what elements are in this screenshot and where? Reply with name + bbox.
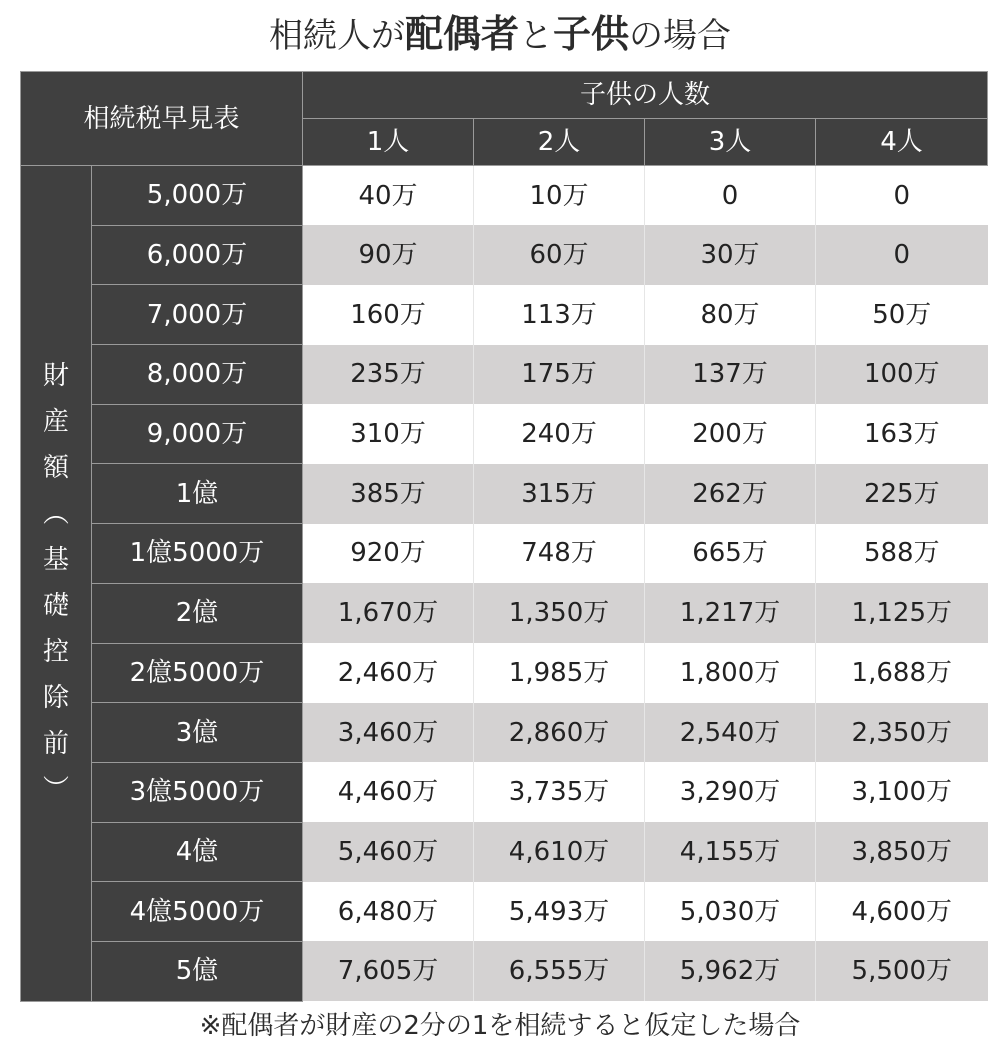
- asset-amount-cell: 5億: [92, 941, 303, 1001]
- asset-amount-cell: 9,000万: [92, 404, 303, 464]
- tax-value-cell: 748万: [474, 524, 645, 584]
- tax-value-cell: 1,670万: [303, 583, 474, 643]
- asset-amount-cell: 7,000万: [92, 285, 303, 345]
- title-part-spouse: 配偶者: [404, 12, 519, 56]
- tax-value-cell: 6,480万: [303, 882, 474, 942]
- tax-value-cell: 160万: [303, 285, 474, 345]
- page-title: [0, 6, 1000, 62]
- tax-value-cell: 385万: [303, 464, 474, 524]
- tax-value-cell: 4,155万: [645, 822, 816, 882]
- tax-value-cell: 2,350万: [816, 703, 988, 763]
- tax-value-cell: 5,030万: [645, 882, 816, 942]
- table-row: [21, 762, 988, 822]
- side-label-char: 控: [42, 637, 69, 668]
- tax-value-cell: 235万: [303, 345, 474, 405]
- tax-value-cell: 30万: [645, 225, 816, 285]
- tax-value-cell: 175万: [474, 345, 645, 405]
- tax-value-cell: 1,125万: [816, 583, 988, 643]
- tax-value-cell: 3,460万: [303, 703, 474, 763]
- tax-value-cell: 1,350万: [474, 583, 645, 643]
- tax-value-cell: 262万: [645, 464, 816, 524]
- asset-amount-cell: 4億5000万: [92, 882, 303, 942]
- side-label-char: 除: [42, 683, 69, 714]
- tax-value-cell: 5,460万: [303, 822, 474, 882]
- tax-value-cell: 588万: [816, 524, 988, 584]
- tax-value-cell: 0: [816, 225, 988, 285]
- table-row: [21, 882, 988, 942]
- tax-value-cell: 90万: [303, 225, 474, 285]
- footnote: ※配偶者が財産の2分の1を相続すると仮定した場合: [199, 1011, 801, 1041]
- asset-amount-cell: 2億5000万: [92, 643, 303, 703]
- tax-value-cell: 163万: [816, 404, 988, 464]
- tax-value-cell: 10万: [474, 166, 645, 226]
- tax-value-cell: 920万: [303, 524, 474, 584]
- tax-value-cell: 60万: [474, 225, 645, 285]
- tax-value-cell: 310万: [303, 404, 474, 464]
- asset-amount-cell: 1億5000万: [92, 524, 303, 584]
- tax-value-cell: 0: [645, 166, 816, 226]
- tax-value-cell: 3,735万: [474, 762, 645, 822]
- table-row: [21, 404, 988, 464]
- table-row: [21, 703, 988, 763]
- tax-value-cell: 315万: [474, 464, 645, 524]
- asset-amount-cell: 4億: [92, 822, 303, 882]
- tax-value-cell: 7,605万: [303, 941, 474, 1001]
- table-row: [21, 464, 988, 524]
- asset-amount-cell: 6,000万: [92, 225, 303, 285]
- side-label-char: 基: [42, 545, 69, 576]
- tax-value-cell: 113万: [474, 285, 645, 345]
- tax-value-cell: 5,493万: [474, 882, 645, 942]
- table-row: [21, 524, 988, 584]
- tax-value-cell: 240万: [474, 404, 645, 464]
- table-row: [21, 643, 988, 703]
- asset-amount-side-label: [21, 166, 92, 1002]
- side-label-char: 額: [42, 453, 69, 484]
- tax-value-cell: 80万: [645, 285, 816, 345]
- title-part-and: と: [519, 16, 553, 56]
- asset-amount-cell: 2億: [92, 583, 303, 643]
- tax-value-cell: 0: [816, 166, 988, 226]
- tax-value-cell: 4,600万: [816, 882, 988, 942]
- table-row: [21, 166, 988, 226]
- column-header-4-children: 4人: [816, 119, 988, 166]
- tax-value-cell: 3,100万: [816, 762, 988, 822]
- table-row: [21, 285, 988, 345]
- table-row: [21, 941, 988, 1001]
- tax-value-cell: 3,850万: [816, 822, 988, 882]
- tax-value-cell: 5,500万: [816, 941, 988, 1001]
- asset-amount-cell: 1億: [92, 464, 303, 524]
- tax-value-cell: 665万: [645, 524, 816, 584]
- tax-value-cell: 200万: [645, 404, 816, 464]
- table-row: [21, 583, 988, 643]
- side-label-char: 産: [42, 407, 69, 438]
- tax-value-cell: 4,610万: [474, 822, 645, 882]
- inheritance-tax-table: [20, 71, 988, 1002]
- tax-value-cell: 2,540万: [645, 703, 816, 763]
- tax-value-cell: 1,688万: [816, 643, 988, 703]
- tax-value-cell: 6,555万: [474, 941, 645, 1001]
- side-label-char: ︵: [42, 499, 69, 530]
- side-label-char: ︶: [42, 775, 69, 806]
- tax-value-cell: 5,962万: [645, 941, 816, 1001]
- table-row: [21, 225, 988, 285]
- tax-value-cell: 40万: [303, 166, 474, 226]
- tax-value-cell: 1,985万: [474, 643, 645, 703]
- table-corner-label: 相続税早見表: [21, 72, 303, 166]
- tax-value-cell: 2,460万: [303, 643, 474, 703]
- side-label-char: 礎: [42, 591, 69, 622]
- table-row: [21, 345, 988, 405]
- tax-value-cell: 225万: [816, 464, 988, 524]
- asset-amount-cell: 5,000万: [92, 166, 303, 226]
- tax-value-cell: 1,217万: [645, 583, 816, 643]
- column-header-1-child: 1人: [303, 119, 474, 166]
- asset-amount-cell: 3億: [92, 703, 303, 763]
- tax-value-cell: 1,800万: [645, 643, 816, 703]
- tax-value-cell: 100万: [816, 345, 988, 405]
- tax-value-cell: 3,290万: [645, 762, 816, 822]
- children-count-header: 子供の人数: [303, 72, 988, 119]
- asset-amount-cell: 3億5000万: [92, 762, 303, 822]
- tax-value-cell: 2,860万: [474, 703, 645, 763]
- asset-amount-cell: 8,000万: [92, 345, 303, 405]
- side-label-char: 前: [42, 729, 69, 760]
- title-part-children: 子供: [553, 12, 630, 56]
- tax-value-cell: 137万: [645, 345, 816, 405]
- table-row: [21, 822, 988, 882]
- title-part-case: の場合: [629, 16, 732, 56]
- tax-value-cell: 50万: [816, 285, 988, 345]
- side-label-char: 財: [42, 361, 69, 392]
- column-header-3-children: 3人: [645, 119, 816, 166]
- column-header-2-children: 2人: [474, 119, 645, 166]
- title-part-heir: 相続人が: [268, 16, 405, 56]
- tax-value-cell: 4,460万: [303, 762, 474, 822]
